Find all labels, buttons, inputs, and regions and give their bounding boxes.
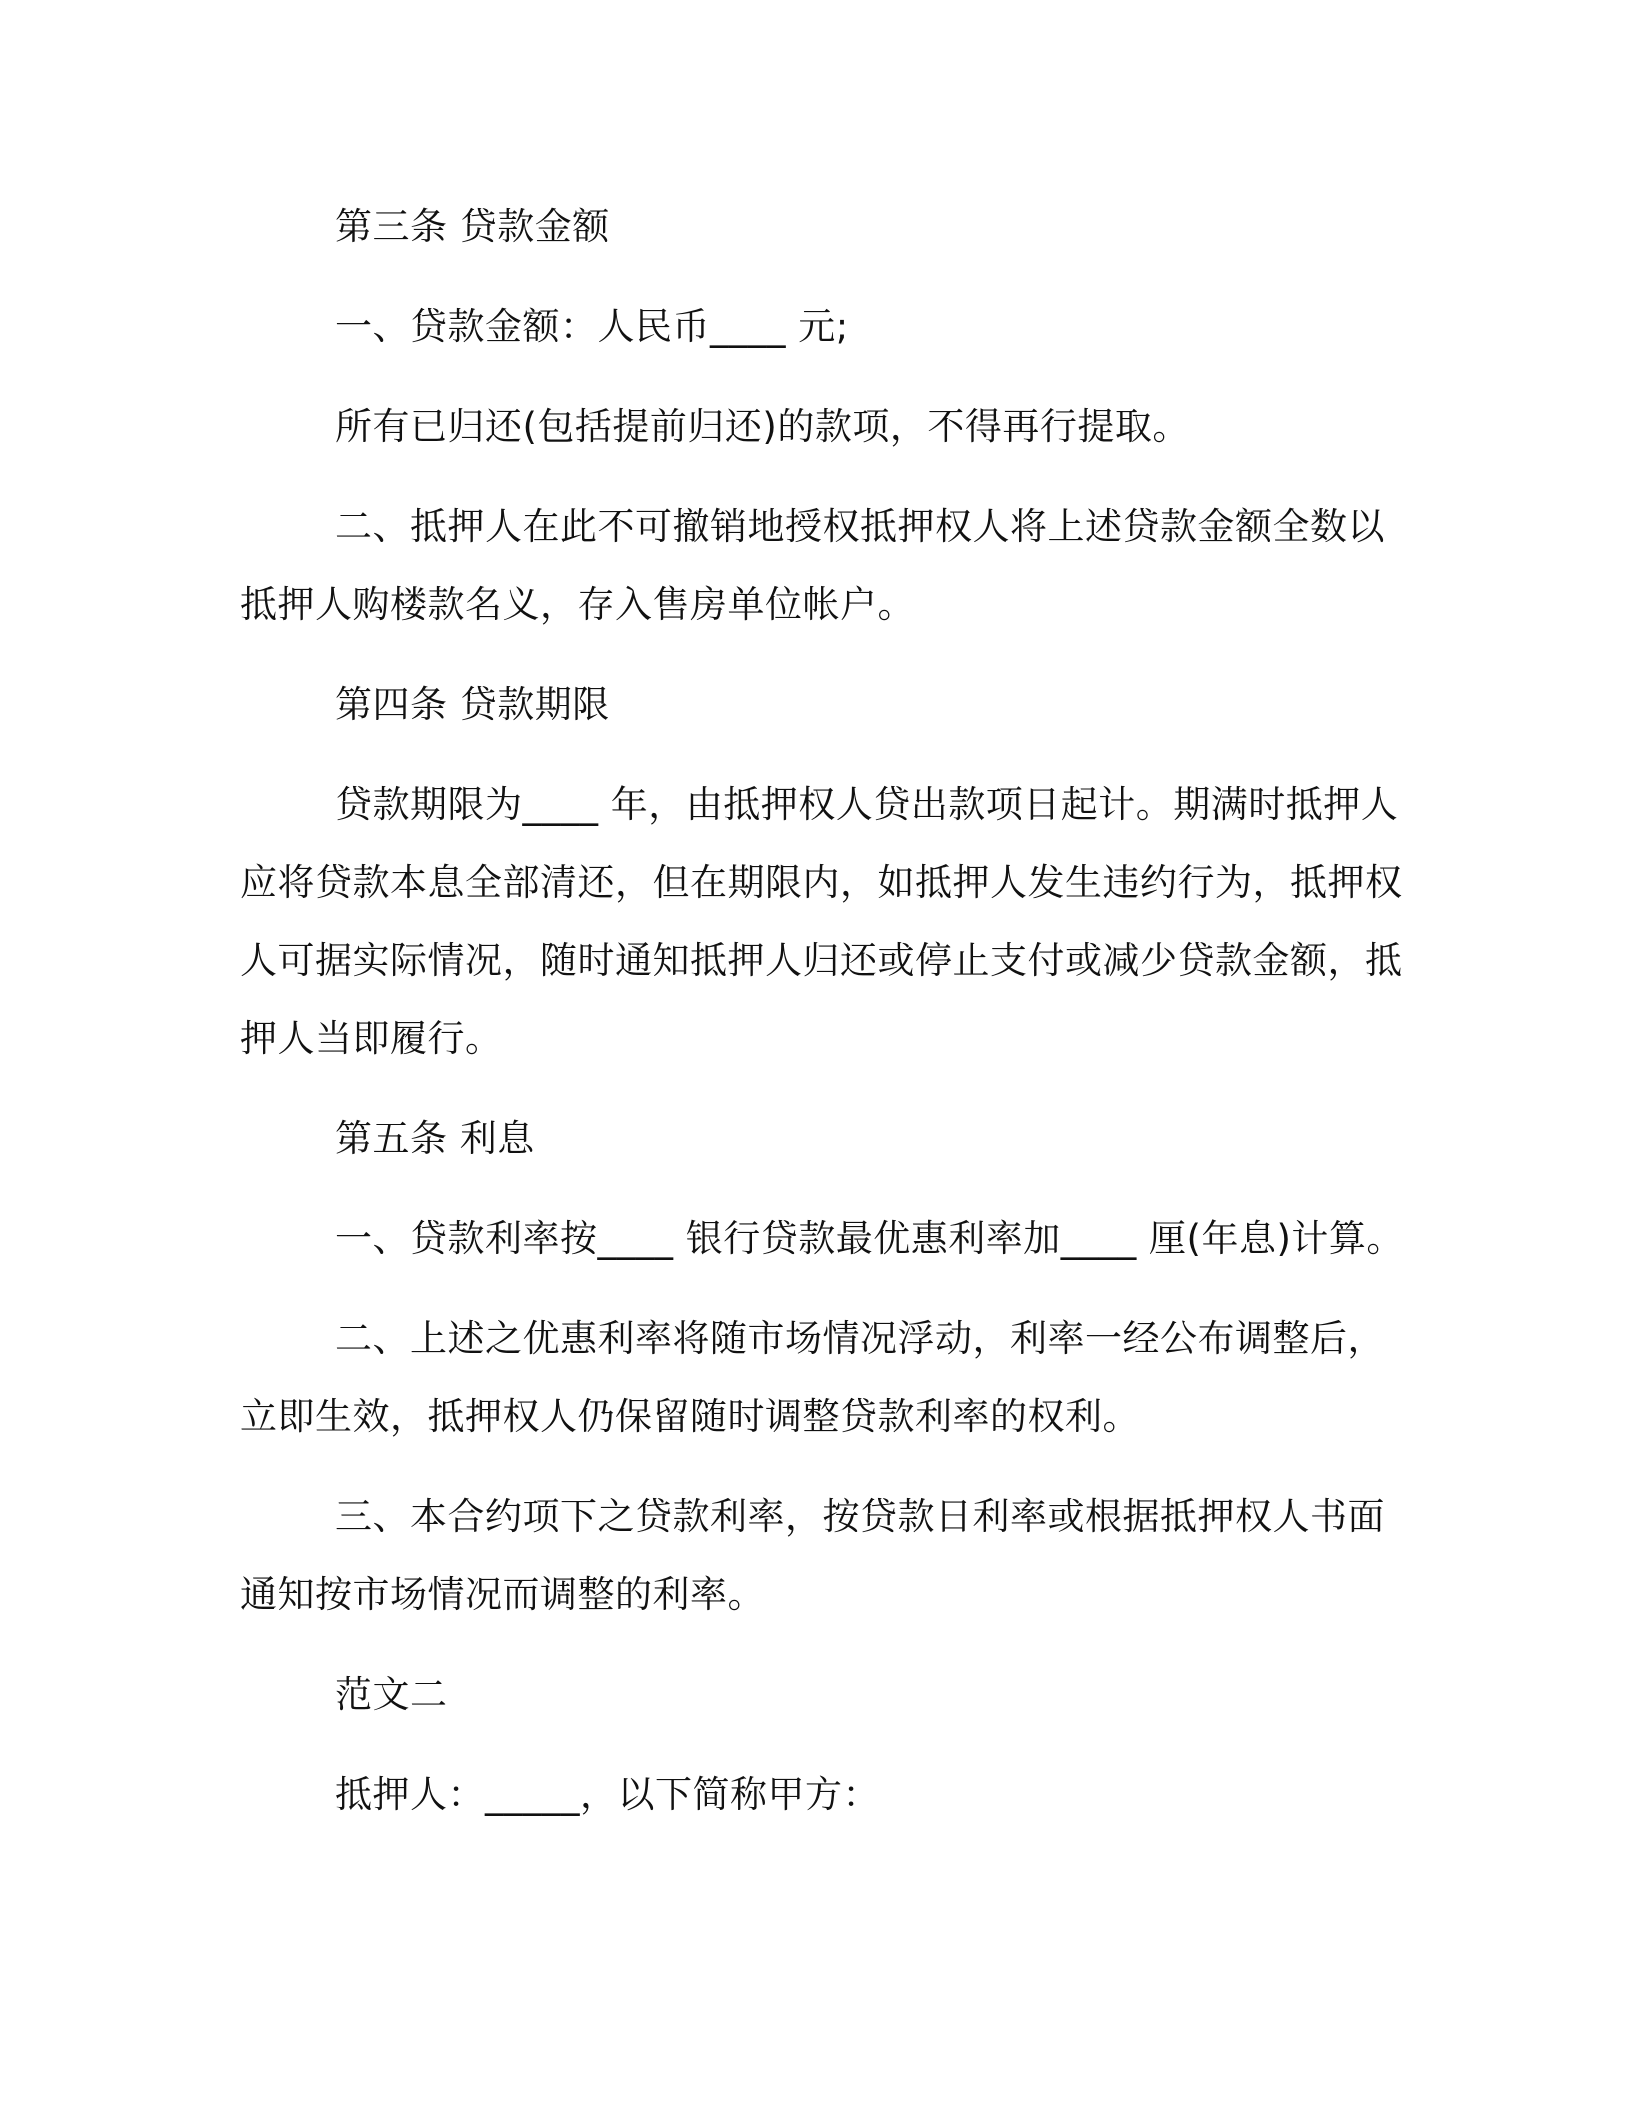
authorization-clause: 二、抵押人在此不可撤销地授权抵押权人将上述贷款金额全数以抵押人购楼款名义，存入售房单位帐户。 [240, 505, 1385, 626]
loan-amount-clause: 一、贷款金额：人民币____ 元; [335, 305, 849, 348]
article-4-heading: 第四条 贷款期限 [335, 683, 610, 726]
repaid-funds-clause: 所有已归还(包括提前归还)的款项，不得再行提取。 [335, 405, 1190, 448]
loan-term-clause: 贷款期限为____ 年，由抵押权人贷出款项日起计。期满时抵押人应将贷款本息全部清还，但在期限内，如抵押人发生违约行为，抵押权人可据实际情况，随时通知抵押人归还或停止支付或减少贷款金额，抵押人当即履行。 [240, 783, 1403, 1060]
applicable-rate-clause: 三、本合约项下之贷款利率，按贷款日利率或根据抵押权人书面通知按市场情况而调整的利率。 [240, 1495, 1385, 1616]
mortgagor-line: 抵押人：_____，以下简称甲方： [335, 1773, 880, 1816]
interest-rate-clause: 一、贷款利率按____ 银行贷款最优惠利率加____ 厘(年息)计算。 [335, 1217, 1404, 1260]
sample-2-heading: 范文二 [335, 1673, 448, 1716]
article-3-heading: 第三条 贷款金额 [335, 205, 610, 248]
document-body [240, 188, 1410, 1834]
rate-adjustment-clause: 二、上述之优惠利率将随市场情况浮动，利率一经公布调整后，立即生效，抵押权人仍保留随时调整贷款利率的权利。 [240, 1317, 1385, 1438]
article-5-heading: 第五条 利息 [335, 1117, 535, 1160]
